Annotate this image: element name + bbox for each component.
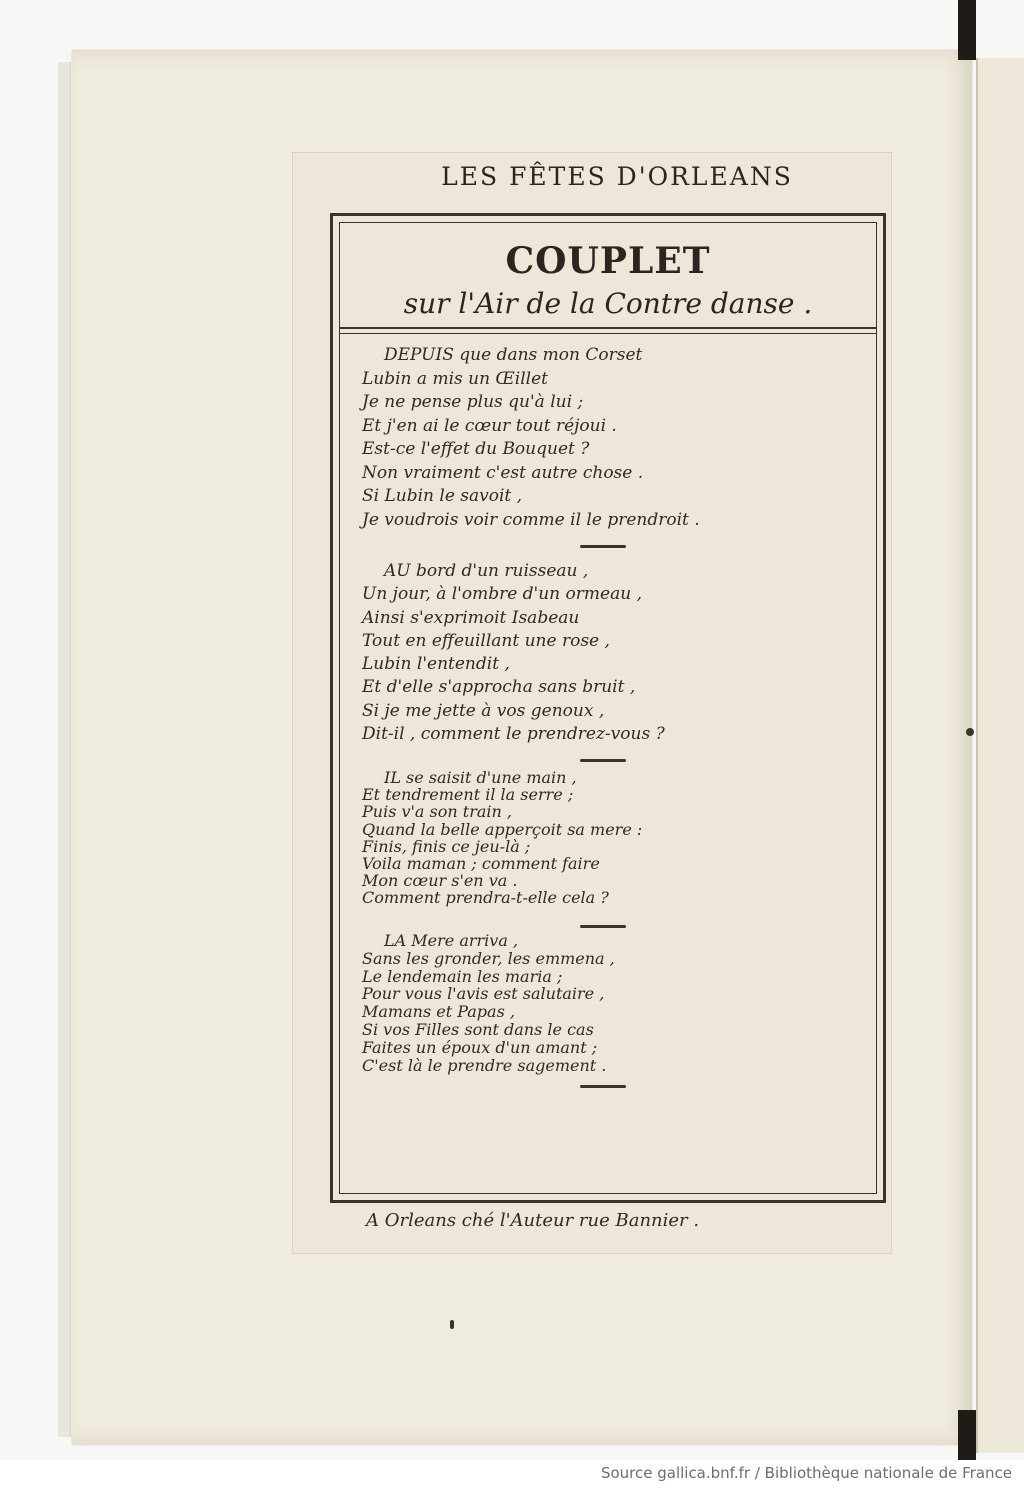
verse-line: Et tendrement il la serre ; <box>362 785 574 805</box>
stanza-2 <box>362 560 842 746</box>
verse-line: Et d'elle s'approcha sans bruit , <box>362 677 636 698</box>
stanza-4 <box>362 932 842 1074</box>
verse-line: Tout en effeuillant une rose , <box>362 630 610 651</box>
page-subheading: sur l'Air de la Contre danse . <box>403 287 813 320</box>
verse-line: Et j'en ai le cœur tout réjoui . <box>362 415 617 436</box>
verse-line: Sans les gronder, les emmena , <box>362 948 615 968</box>
title-divider-thin <box>339 333 877 334</box>
page-heading: COUPLET <box>505 240 711 282</box>
stanza-1 <box>362 344 842 532</box>
verse-line: Le lendemain les maria ; <box>362 966 563 986</box>
stanza-3 <box>362 769 842 907</box>
verse-line: Non vraiment c'est autre chose . <box>362 462 644 483</box>
ink-speck <box>450 1320 454 1329</box>
verse-line: Lubin l'entendit , <box>362 654 510 675</box>
imprint-line: A Orleans ché l'Auteur rue Bannier . <box>366 1210 700 1231</box>
binding-hole <box>966 728 974 736</box>
verse-line: Mon cœur s'en va . <box>362 871 518 891</box>
verse-line: Dit-il , comment le prendrez-vous ? <box>362 724 665 745</box>
facing-page-edge <box>976 58 1024 1453</box>
verse-line: Puis v'a son train , <box>362 802 512 822</box>
title-divider <box>339 327 877 329</box>
verse-line: Finis, finis ce jeu-là ; <box>362 836 531 856</box>
verse-line: DEPUIS que dans mon Corset <box>384 345 643 365</box>
verse-line: Un jour, à l'ombre d'un ormeau , <box>362 584 642 605</box>
verse-line: Mamans et Papas , <box>362 1002 515 1022</box>
verse-line: Ainsi s'exprimoit Isabeau <box>362 607 580 628</box>
stanza-divider <box>580 545 626 548</box>
verse-line: LA Mere arriva , <box>384 931 519 950</box>
verse-line: IL se saisit d'une main , <box>384 768 577 787</box>
verse-line: Quand la belle apperçoit sa mere : <box>362 819 643 839</box>
verse-line: AU bord d'un ruisseau , <box>384 561 589 581</box>
verse-line: Lubin a mis un Œillet <box>362 368 548 389</box>
verse-line: Je voudrois voir comme il le prendroit . <box>362 509 700 530</box>
verse-line: Pour vous l'avis est salutaire , <box>362 984 605 1004</box>
binding-ribbon-bottom <box>958 1410 976 1460</box>
stanza-divider <box>580 925 626 928</box>
verse-line: C'est là le prendre sagement . <box>362 1055 607 1075</box>
verse-line: Si vos Filles sont dans le cas <box>362 1019 594 1039</box>
stanza-divider <box>580 1085 626 1088</box>
stanza-divider <box>580 759 626 762</box>
verse-line: Si je me jette à vos genoux , <box>362 700 605 721</box>
verse-line: Voila maman ; comment faire <box>362 854 600 874</box>
binding-ribbon-top <box>958 0 976 60</box>
running-title: LES FÊTES D'ORLEANS <box>441 162 793 191</box>
verse-line: Est-ce l'effet du Bouquet ? <box>362 439 590 459</box>
verse-line: Faites un époux d'un amant ; <box>362 1037 598 1057</box>
source-credit: Source gallica.bnf.fr / Bibliothèque nationale de France <box>600 1464 1012 1482</box>
verse-line: Comment prendra-t-elle cela ? <box>362 888 609 908</box>
verse-line: Je ne pense plus qu'à lui ; <box>362 392 584 412</box>
verse-line: Si Lubin le savoit , <box>362 486 523 506</box>
page-stack-edge <box>64 62 71 1437</box>
